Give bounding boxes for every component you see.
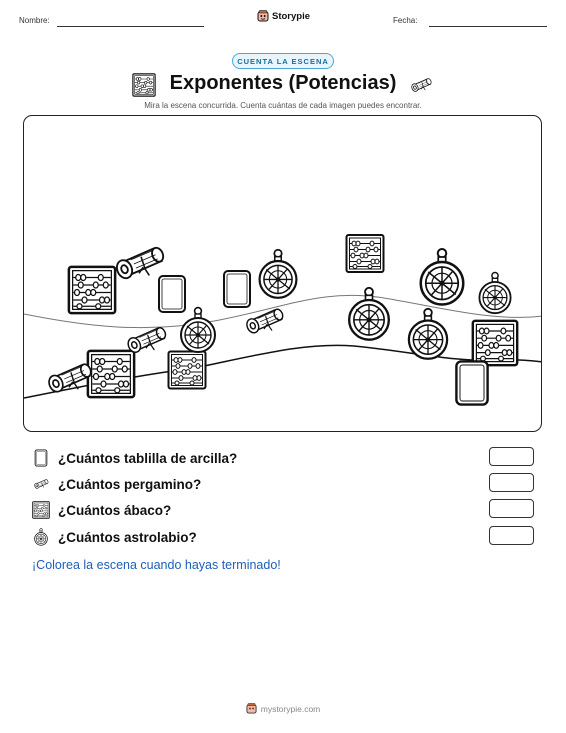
- question-text: ¿Cuántos astrolabio?: [58, 529, 197, 545]
- scene-abacus: [69, 267, 115, 313]
- footer-site[interactable]: mystorypie.com: [260, 703, 321, 714]
- question-text: ¿Cuántos pergamino?: [58, 476, 202, 492]
- date-label: Fecha:: [393, 16, 418, 25]
- date-field[interactable]: [429, 26, 547, 27]
- scene-abacus: [347, 235, 384, 272]
- question-text: ¿Cuántos ábaco?: [58, 502, 172, 518]
- scene-astrolabe: [181, 308, 215, 352]
- answer-box[interactable]: [489, 447, 534, 466]
- scene-abacus: [169, 352, 206, 389]
- question-text: ¿Cuántos tablilla de arcilla?: [58, 450, 238, 466]
- footer: [0, 703, 566, 714]
- scene-scroll: [114, 246, 165, 281]
- abacus-icon: [32, 501, 50, 519]
- activity-badge: CUENTA LA ESCENA: [232, 53, 334, 69]
- scene-clay-tablet: [224, 271, 250, 307]
- closing-note: ¡Colorea la escena cuando hayas terminado!: [32, 558, 281, 572]
- scene-astrolabe: [421, 249, 464, 305]
- scene-scroll: [245, 308, 285, 335]
- name-label: Nombre:: [19, 16, 50, 25]
- counting-scene: [23, 115, 542, 432]
- scroll-icon: [408, 74, 434, 96]
- scene-astrolabe: [409, 309, 447, 359]
- scene-clay-tablet: [159, 276, 185, 312]
- question-row: [32, 473, 201, 495]
- question-row: [32, 499, 171, 521]
- brand-name: Storypie: [272, 10, 311, 22]
- scene-astrolabe: [479, 272, 510, 313]
- scene-abacus: [88, 351, 134, 397]
- answer-box[interactable]: [489, 526, 534, 545]
- storypie-mascot-icon: [246, 703, 257, 714]
- storypie-mascot-icon: [257, 10, 269, 22]
- brand-logo: [257, 10, 310, 22]
- question-row: [32, 526, 197, 548]
- astrolabe-icon: [32, 528, 50, 546]
- scroll-icon: [32, 475, 50, 493]
- answer-box[interactable]: [489, 499, 534, 518]
- scene-illustration: [24, 116, 542, 432]
- question-row: [32, 447, 237, 469]
- scene-astrolabe: [260, 250, 297, 298]
- scene-scroll: [126, 326, 167, 354]
- instructions: Mira la escena concurrida. Cuenta cuántas de cada imagen puedes encontrar.: [144, 101, 422, 110]
- clay-tablet-icon: [32, 449, 50, 467]
- name-field[interactable]: [57, 26, 204, 27]
- scene-abacus: [473, 321, 517, 365]
- scene-clay-tablet: [456, 361, 487, 404]
- answer-box[interactable]: [489, 473, 534, 492]
- page-title: Exponentes (Potencias): [169, 72, 397, 94]
